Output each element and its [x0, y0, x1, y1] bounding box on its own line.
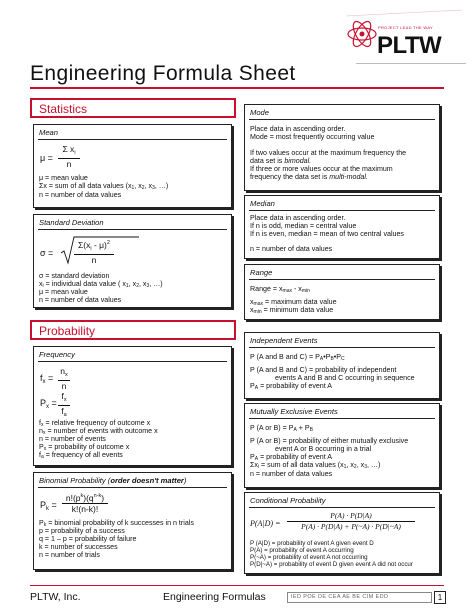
mean-title: Mean [39, 128, 58, 137]
independent-events-title: Independent Events [250, 336, 318, 345]
mode-line-3: If two values occur at the maximum frequency the [250, 149, 407, 157]
mean-divider [38, 139, 227, 140]
frequency-fx-fraction: $n_x$ n [58, 366, 70, 391]
binomial-lhs: $P_k$ = [40, 500, 57, 512]
range-divider [249, 279, 435, 280]
mode-title: Mode [250, 108, 269, 117]
mean-lhs: μ = [40, 153, 53, 163]
mutually-exclusive-title: Mutually Exclusive Events [250, 407, 338, 416]
frequency-def-fx: $f_x$ = relative frequency of outcome x [39, 419, 151, 428]
statistics-heading-box [30, 98, 236, 118]
conditional-fraction: P(A) · P(D|A) P(A) · P(D|A) + P(~A) · P(D|~A) [287, 511, 415, 532]
std-dev-def-mu: μ = mean value [39, 288, 88, 296]
statistics-heading: Statistics [39, 102, 88, 116]
median-line-2: If n is odd, median = central value [250, 222, 357, 230]
std-dev-box [33, 214, 232, 308]
mutually-exclusive-def-2: event A or B occurring in a trial [275, 445, 372, 453]
logo-divider [356, 63, 466, 64]
mutually-exclusive-box [244, 403, 440, 488]
mode-line-5: If three or more values occur at the maximum [250, 165, 393, 173]
independent-events-def-3: $P_A$ = probability of event A [250, 382, 333, 391]
std-dev-denominator: n [91, 255, 97, 265]
std-dev-divider [38, 229, 227, 230]
mode-line-2: Mode = most frequently occurring value [250, 133, 375, 141]
range-def-min: $x_{min}$ = minimum data value [250, 306, 334, 315]
std-dev-lhs: σ = [40, 248, 54, 258]
median-title: Median [250, 199, 275, 208]
conditional-probability-divider [249, 507, 435, 508]
page-title: Engineering Formula Sheet [30, 62, 296, 85]
range-box [244, 264, 440, 320]
mutually-exclusive-divider [249, 418, 435, 419]
frequency-def-nx: $n_x$ = number of events with outcome x [39, 427, 158, 436]
mean-def-mu: μ = mean value [39, 174, 88, 182]
binomial-title: Binomial Probability (order doesn't matter) [39, 476, 187, 485]
independent-events-formula: P (A and B and $C) = P_A•P_B•P_C$ [250, 353, 345, 362]
std-dev-fraction: $\Sigma(x_i - \mu)^2$ n [74, 238, 114, 265]
median-line-4: n = number of data values [250, 245, 333, 253]
footer-rule [30, 585, 444, 586]
conditional-probability-title: Conditional Probability [250, 496, 326, 505]
conditional-def-1: P (A|D) = probability of event A given event D [250, 540, 374, 547]
mode-line-4: data set is bimodal. [250, 157, 312, 165]
footer-course-codes: IED POE DE CEA AE BE CIM EDD [287, 592, 432, 603]
mode-divider [249, 119, 435, 120]
conditional-def-3: P(~A) = probability of event A not occurring [250, 554, 368, 561]
binomial-def-p: p = probability of a success [39, 527, 125, 535]
frequency-def-px: $P_x$ = probability of outcome x [39, 443, 130, 452]
binomial-def-pk: $P_k$ = binomial probability of k successes in n trials [39, 519, 194, 528]
binomial-divider [38, 487, 227, 488]
frequency-def-n: n = number of events [39, 435, 106, 443]
mutually-exclusive-def-1: P (A or B) = probability of either mutually exclusive [250, 437, 409, 445]
mean-denominator: n [66, 159, 72, 169]
frequency-def-fa: $f_a$ = frequency of all events [39, 451, 123, 460]
std-dev-title: Standard Deviation [39, 218, 104, 227]
range-def-max: $x_{max}$ = maximum data value [250, 298, 337, 307]
std-dev-def-n: n = number of data values [39, 296, 122, 304]
footer-org: PLTW, Inc. [30, 591, 81, 603]
logo-wordmark: PLTW [377, 32, 442, 59]
std-dev-def-xi: $x_i$ = individual data value ( $x_1$, $x_2$, $x_3$, …) [39, 280, 163, 289]
std-dev-def-sigma: σ = standard deviation [39, 272, 110, 280]
mean-def-n: n = number of data values [39, 191, 122, 199]
mutually-exclusive-def-5: n = number of data values [250, 470, 333, 478]
conditional-def-4: P(D|~A) = probability of event D given event A did not occur [250, 561, 413, 568]
mode-line-1: Place data in ascending order. [250, 125, 346, 133]
conditional-lhs: P(A|D) = [250, 519, 281, 528]
logo-tagline: PROJECT LEAD THE WAY [378, 25, 433, 30]
independent-events-def-1: P (A and B and C) = probability of independent [250, 366, 397, 374]
frequency-title: Frequency [39, 350, 75, 359]
binomial-def-k: k = number of successes [39, 543, 118, 551]
binomial-def-q: q = 1 – p = probability of failure [39, 535, 137, 543]
independent-events-box [244, 332, 440, 399]
mean-numerator: Σ x [62, 144, 75, 154]
range-formula: Range = $x_{max} - x_{min}$ [250, 285, 310, 294]
binomial-def-n: n = number of trials [39, 551, 100, 559]
conditional-probability-box [244, 492, 440, 574]
independent-events-divider [249, 347, 435, 348]
independent-events-def-2: events A and B and C occurring in sequence [275, 374, 415, 382]
median-divider [249, 210, 435, 211]
footer-doc-title: Engineering Formulas [163, 591, 266, 603]
frequency-px-lhs: $P_x$ = [40, 398, 57, 410]
probability-heading: Probability [39, 324, 96, 338]
mutually-exclusive-def-3: $P_A$ = probability of event A [250, 453, 333, 462]
conditional-def-2: P(A) = probability of event A occurring [250, 547, 354, 554]
mean-box [33, 124, 232, 208]
median-line-1: Place data in ascending order. [250, 214, 346, 222]
mean-def-sum: Σx = sum of all data values ($x_1$, $x_2$, $x_3$, …) [39, 182, 169, 191]
frequency-fx-lhs: $f_x$ = [40, 373, 54, 385]
frequency-px-fraction: $f_x$ $f_a$ [58, 391, 70, 420]
probability-heading-box [30, 320, 236, 340]
frequency-box [33, 346, 232, 466]
binomial-fraction: $n!(p^k)(q^{n-k})$ k!(n-k)! [62, 491, 108, 514]
median-line-3: If n is even, median = mean of two central values [250, 230, 404, 238]
page-number: 1 [434, 591, 446, 604]
frequency-divider [38, 361, 227, 362]
mode-box [244, 104, 440, 191]
title-rule [30, 87, 444, 89]
mutually-exclusive-formula: P (A or $B) = P_A + P_B$ [250, 424, 313, 433]
mode-line-6: frequency the data set is multi-modal. [250, 173, 368, 181]
binomial-box [33, 472, 232, 570]
median-box [244, 195, 440, 259]
mean-fraction: Σ $x_i$ n [58, 144, 80, 169]
std-dev-numerator: Σ(x [78, 240, 91, 250]
mutually-exclusive-def-4: $\Sigma x_i$ = sum of all data values ($x_1$, $x_2$, $x_3$, …) [250, 461, 381, 470]
range-title: Range [250, 268, 273, 277]
